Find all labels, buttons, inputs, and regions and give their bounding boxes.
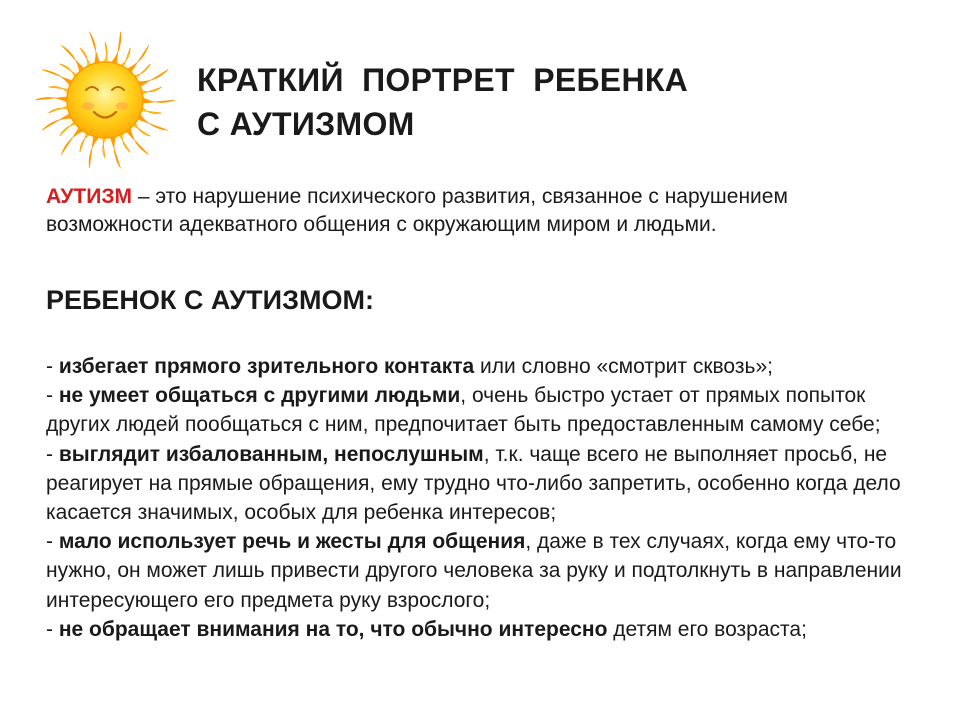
trait-prefix: - [46,355,59,378]
autism-definition [46,183,906,239]
trait-text: , очень быстро устает от прямых попыток других людей пообщаться с ним, предпочитает быть предоставленным самому себе; [46,384,881,437]
title-line-1: КРАТКИЙ ПОРТРЕТ РЕБЕНКА [197,62,689,98]
trait-item [46,527,916,615]
page-title [197,58,688,146]
traits-list [46,352,916,644]
smiling-sun-icon [30,28,180,173]
trait-text: , даже в тех случаях, когда ему что-то нужно, он может лишь привести другого человека за руку и подтолкнуть в направлении интересующего его предмета руку взрослого; [46,530,902,612]
trait-bold: не умеет общаться с другими людьми [58,384,461,408]
trait-prefix: - [46,442,59,466]
definition-term: АУТИЗМ [46,185,132,208]
section-heading: РЕБЕНОК С АУТИЗМОМ: [46,285,374,315]
trait-prefix: - [46,617,59,641]
trait-item [46,440,916,528]
trait-text: детям его возраста; [607,617,807,641]
trait-bold: не обращает внимания на то, что обычно интересно [58,617,608,641]
trait-text: или словно «смотрит сквозь»; [474,355,773,378]
trait-prefix: - [46,530,59,554]
trait-bold: избегает прямого зрительного контакта [58,355,475,378]
trait-prefix: - [46,384,59,408]
trait-text: , т.к. чаще всего не выполняет просьб, не реагирует на прямые обращения, ему трудно что-либо запретить, особенно когда дело касается значимых, особых для ребенка интересов; [46,442,901,525]
trait-bold: мало использует речь и жесты для общения [58,530,526,554]
title-line-2: С АУТИЗМОМ [197,106,415,142]
trait-bold: выглядит избалованным, непослушным [58,442,484,466]
trait-item [46,352,916,381]
trait-item [46,381,916,439]
trait-item [46,615,916,644]
definition-text: – это нарушение психического развития, связанное с нарушением возможности адекватного общения с окружающим миром и людьми. [46,185,788,236]
